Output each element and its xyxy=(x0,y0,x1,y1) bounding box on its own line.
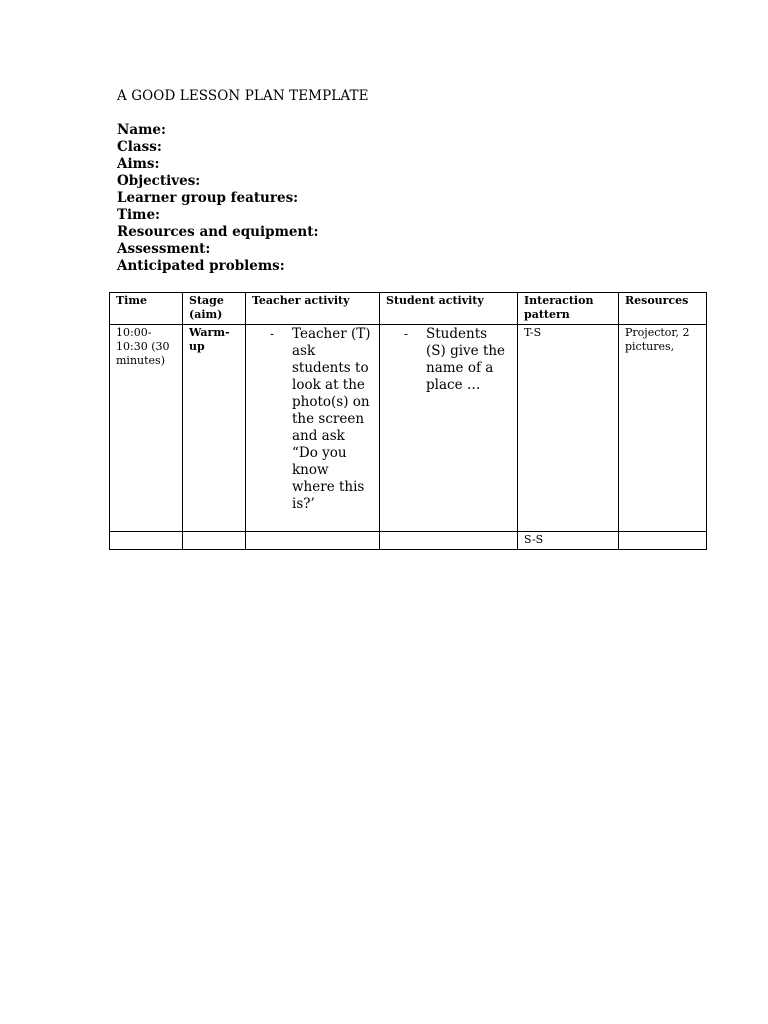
field-assessment: Assessment: xyxy=(117,241,211,257)
cell-student-activity xyxy=(380,532,518,550)
field-objectives: Objectives: xyxy=(117,173,201,189)
lesson-plan-table xyxy=(109,292,707,550)
header-student-activity: Student activity xyxy=(380,293,518,325)
header-resources: Resources xyxy=(619,293,707,325)
field-class: Class: xyxy=(117,139,162,155)
teacher-activity-item xyxy=(246,326,375,513)
table-row xyxy=(110,532,707,550)
cell-time: 10:00-10:30 (30 minutes) xyxy=(110,325,183,532)
student-activity-text: Students (S) give the name of a place … xyxy=(426,326,506,393)
cell-stage xyxy=(183,532,246,550)
cell-time xyxy=(110,532,183,550)
lesson-fields-list xyxy=(117,122,318,275)
list-dash: - xyxy=(404,327,409,341)
teacher-activity-text: Teacher (T) ask students to look at the photo(s) on the screen and ask “Do you know where this is?’ xyxy=(292,326,371,512)
cell-resources: Projector, 2 pictures, xyxy=(619,325,707,532)
header-interaction-pattern: Interaction pattern xyxy=(518,293,619,325)
student-activity-item xyxy=(380,326,513,394)
field-resources-and-equipment: Resources and equipment: xyxy=(117,224,319,240)
cell-interaction-pattern: S-S xyxy=(518,532,619,550)
cell-student-activity xyxy=(380,325,518,532)
list-dash: - xyxy=(270,327,275,341)
header-stage: Stage (aim) xyxy=(183,293,246,325)
field-name: Name: xyxy=(117,122,166,138)
cell-teacher-activity xyxy=(246,325,380,532)
cell-resources xyxy=(619,532,707,550)
cell-teacher-activity xyxy=(246,532,380,550)
header-teacher-activity: Teacher activity xyxy=(246,293,380,325)
field-learner-group-features: Learner group features: xyxy=(117,190,299,206)
header-time: Time xyxy=(110,293,183,325)
table-header-row xyxy=(110,293,707,325)
field-aims: Aims: xyxy=(117,156,160,172)
cell-stage: Warm-up xyxy=(183,325,246,532)
cell-interaction-pattern: T-S xyxy=(518,325,619,532)
field-time: Time: xyxy=(117,207,161,223)
table-row xyxy=(110,325,707,532)
page-title: A GOOD LESSON PLAN TEMPLATE xyxy=(117,88,369,104)
field-anticipated-problems: Anticipated problems: xyxy=(117,258,285,274)
